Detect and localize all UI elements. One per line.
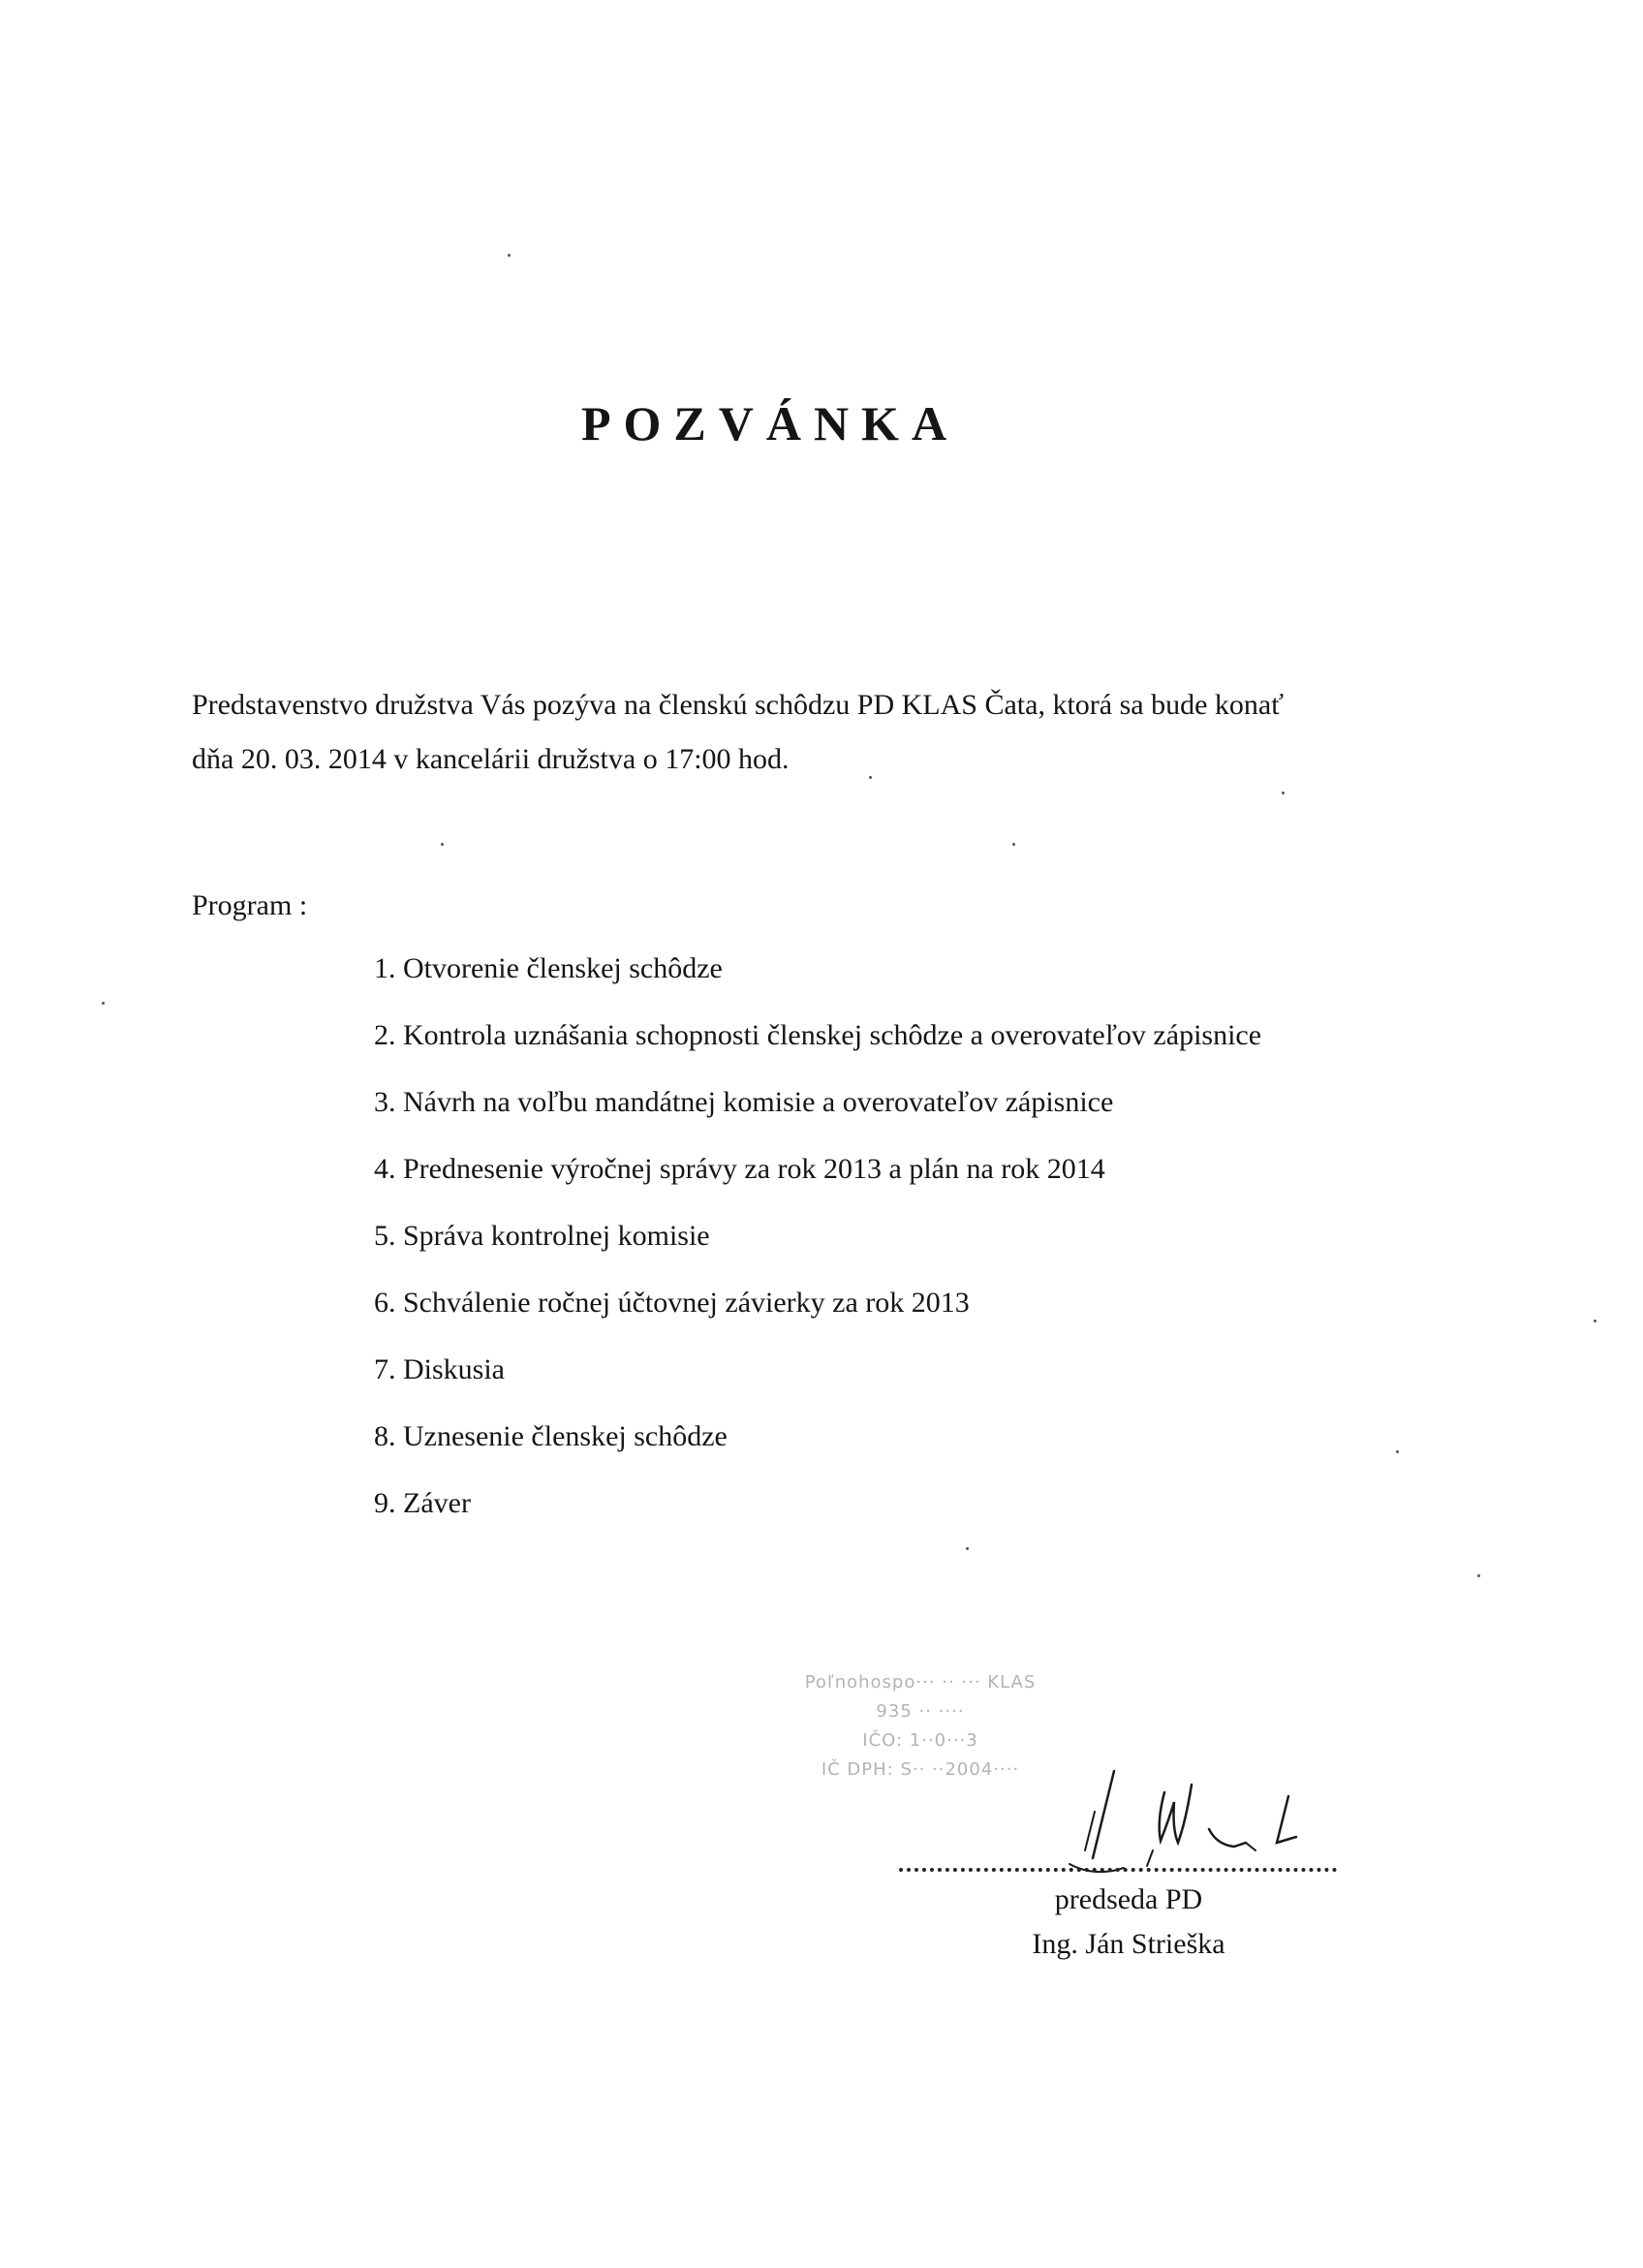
program-item: 5. Správa kontrolnej komisie xyxy=(374,1220,710,1252)
scan-speck xyxy=(1594,1320,1596,1322)
signatory-role: predseda PD xyxy=(1054,1883,1203,1915)
program-item: 1. Otvorenie členskej schôdze xyxy=(374,952,723,984)
scan-speck xyxy=(508,254,511,257)
program-item: 4. Prednesenie výročnej správy za rok 2013 a plán na rok 2014 xyxy=(374,1153,1105,1185)
company-stamp xyxy=(736,1668,1104,1785)
scan-speck xyxy=(102,1002,105,1005)
program-item: 9. Záver xyxy=(374,1487,471,1519)
signature-dotted-line xyxy=(899,1868,1337,1872)
handwritten-signature xyxy=(1056,1754,1376,1880)
scan-speck xyxy=(1396,1450,1399,1453)
scan-speck xyxy=(1477,1574,1480,1577)
signatory-name: Ing. Ján Strieška xyxy=(1032,1928,1225,1960)
program-item: 2. Kontrola uznášania schopnosti členskej schôdze a overovateľov zápisnice xyxy=(374,1019,1262,1051)
scan-speck xyxy=(441,843,444,846)
document-title: POZVÁNKA xyxy=(580,396,960,450)
program-item: 6. Schválenie ročnej účtovnej závierky za rok 2013 xyxy=(374,1287,970,1319)
scan-speck xyxy=(966,1547,969,1550)
scan-speck xyxy=(1282,792,1285,794)
invitation-line-2: dňa 20. 03. 2014 v kancelárii družstva o 17:00 hod. xyxy=(192,743,790,775)
program-item: 8. Uznesenie členskej schôdze xyxy=(374,1420,728,1452)
stamp-line-1: Poľnohospo··· ·· ··· KLAS xyxy=(804,1672,1037,1693)
program-list xyxy=(374,949,1261,1551)
invitation-line-1: Predstavenstvo družstva Vás pozýva na členskú schôdzu PD KLAS Čata, ktorá sa bude konať xyxy=(192,689,1285,721)
scan-speck xyxy=(1012,843,1015,846)
program-item: 3. Návrh na voľbu mandátnej komisie a overovateľov zápisnice xyxy=(374,1086,1114,1118)
stamp-line-3: IČO: 1··0···3 xyxy=(862,1730,978,1751)
program-item: 7. Diskusia xyxy=(374,1353,505,1385)
scan-speck xyxy=(869,776,872,779)
program-label: Program : xyxy=(192,889,308,921)
stamp-line-2: 935 ·· ···· xyxy=(876,1701,965,1722)
stamp-line-4: IČ DPH: S·· ··2004···· xyxy=(821,1759,1020,1780)
invitation-text xyxy=(192,678,1374,787)
